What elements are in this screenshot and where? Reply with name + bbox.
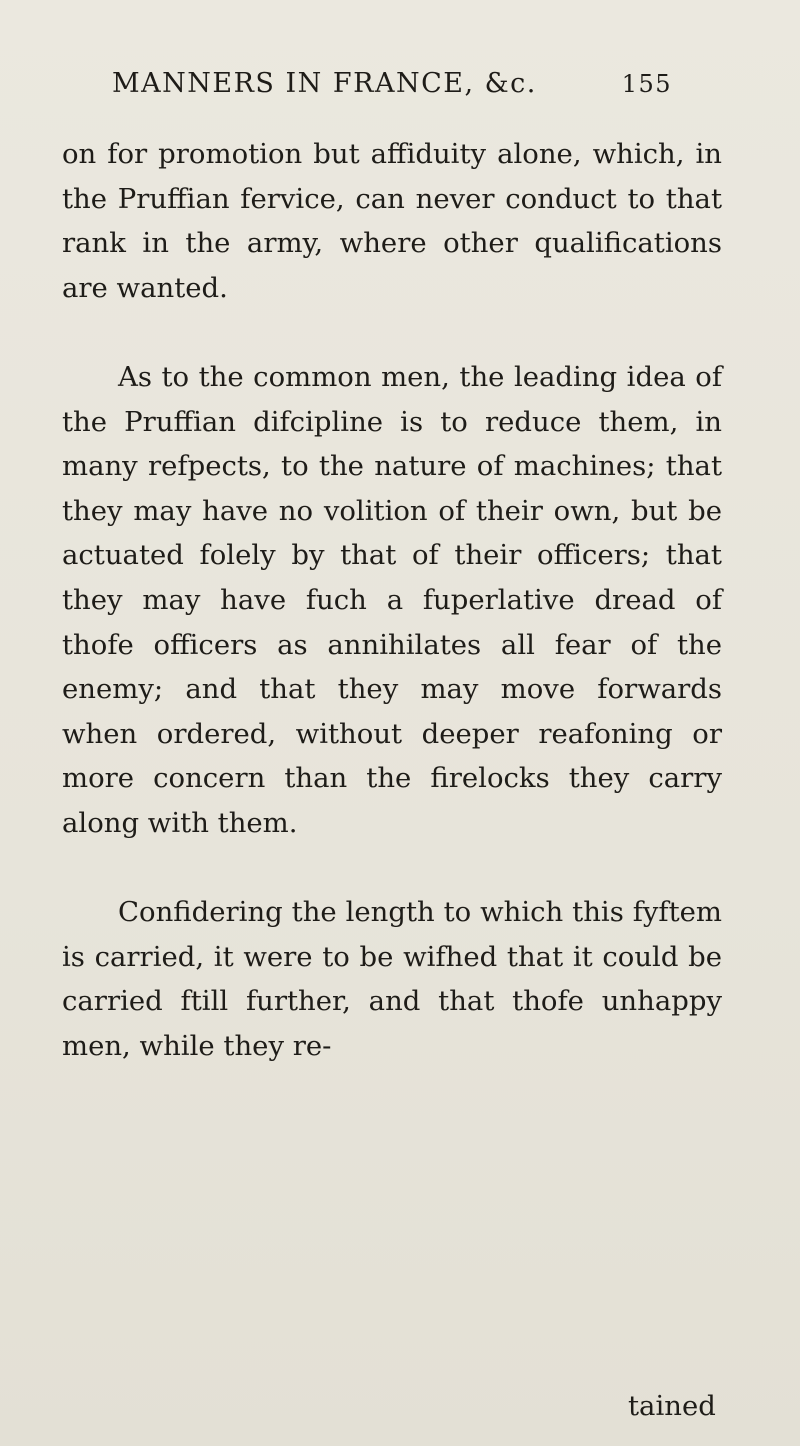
paragraph-continuation: on for promotion but affiduity alone, which, in the Pruffian fervice, can never conduct to that rank in the army, where other qualifications are wanted. — [62, 138, 722, 304]
running-title: MANNERS IN FRANCE, &c. — [112, 68, 537, 99]
catchword: tained — [628, 1390, 716, 1422]
paragraph-common-men: As to the common men, the leading idea of the Pruffian difcipline is to reduce them, in many refpects, to the nature of machines; that they may have no volition of their own, but be actuated folely by that of their officers; that they may have fuch a fuperlative dread of thofe officers as annihilates all fear of the enemy; and that they may move forwards when ordered, without deeper reafoning or more concern than the firelocks they carry along with them. — [62, 360, 722, 839]
paragraph-considering: Confidering the length to which this fyftem is carried, it were to be wifhed that it could be carried ftill further, and that thofe unhappy men, while they re- — [62, 896, 722, 1062]
page-number: 155 — [621, 70, 672, 98]
body-text — [62, 132, 722, 1068]
page-header — [112, 68, 672, 108]
